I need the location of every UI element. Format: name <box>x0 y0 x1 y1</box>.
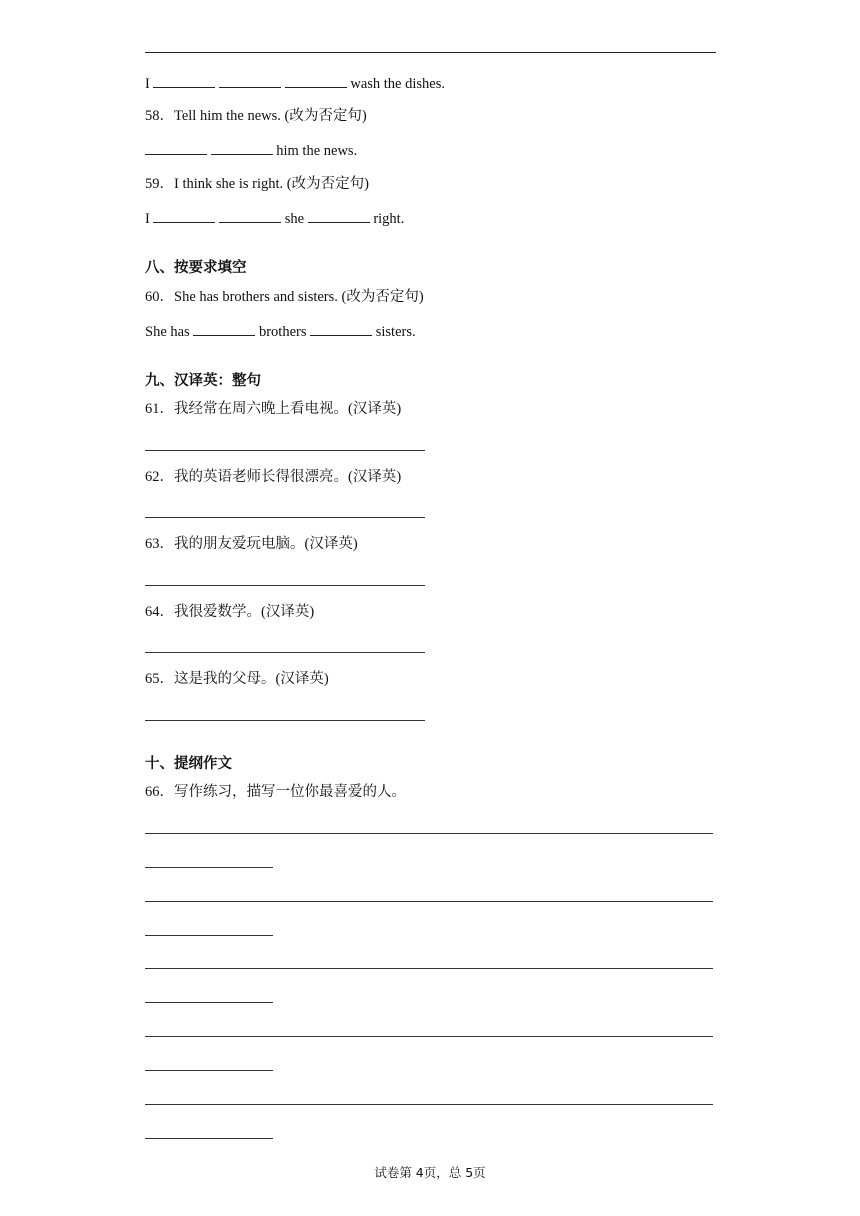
section-heading-10: 十、提纲作文 <box>145 756 232 772</box>
essay-line[interactable] <box>145 1036 713 1037</box>
answer-blank[interactable] <box>219 209 281 223</box>
q60-answer-mid: brothers <box>258 324 307 340</box>
q57-answer-line <box>145 74 445 93</box>
q60-answer-line <box>145 322 416 341</box>
essay-line-short[interactable] <box>145 1070 273 1071</box>
answer-blank[interactable] <box>310 322 372 336</box>
q59-answer-mid: she <box>284 211 305 227</box>
essay-line-short[interactable] <box>145 1138 273 1139</box>
q60-prompt: 60．She has brothers and sisters. (改为否定句) <box>145 289 424 305</box>
section-heading-9: 九、汉译英：整句 <box>145 373 261 389</box>
q60-answer-start: She has <box>145 324 190 340</box>
q59-answer-line <box>145 209 404 228</box>
essay-line-short[interactable] <box>145 935 273 936</box>
answer-blank[interactable] <box>145 141 207 155</box>
answer-blank[interactable] <box>308 209 370 223</box>
page-footer: 试卷第 4页，总 5页 <box>374 1165 486 1180</box>
q63-prompt: 63．我的朋友爱玩电脑。(汉译英) <box>145 536 358 552</box>
q58-prompt: 58．Tell him the news. (改为否定句) <box>145 108 367 124</box>
answer-blank[interactable] <box>193 322 255 336</box>
q57-answer-end: wash the dishes. <box>350 76 445 92</box>
answer-blank[interactable] <box>285 74 347 88</box>
q58-answer-end: him the news. <box>276 143 358 159</box>
q62-answer-line[interactable] <box>145 517 425 518</box>
q59-answer-start: I <box>145 211 150 227</box>
q66-prompt: 66．写作练习，描写一位你最喜爱的人。 <box>145 784 406 800</box>
answer-blank[interactable] <box>153 74 215 88</box>
q63-answer-line[interactable] <box>145 585 425 586</box>
essay-line-short[interactable] <box>145 1002 273 1003</box>
header-rule <box>145 52 716 53</box>
answer-blank[interactable] <box>211 141 273 155</box>
q58-answer-line <box>145 141 357 160</box>
q65-answer-line[interactable] <box>145 720 425 721</box>
essay-line[interactable] <box>145 833 713 834</box>
q61-answer-line[interactable] <box>145 450 425 451</box>
q60-answer-end: sisters. <box>375 324 416 340</box>
q65-prompt: 65．这是我的父母。(汉译英) <box>145 671 329 687</box>
q57-answer-start: I <box>145 76 150 92</box>
q59-prompt: 59．I think she is right. (改为否定句) <box>145 176 369 192</box>
q59-answer-end: right. <box>373 211 405 227</box>
q62-prompt: 62．我的英语老师长得很漂亮。(汉译英) <box>145 469 402 485</box>
answer-blank[interactable] <box>153 209 215 223</box>
q64-answer-line[interactable] <box>145 652 425 653</box>
essay-line[interactable] <box>145 1104 713 1105</box>
essay-line[interactable] <box>145 901 713 902</box>
q61-prompt: 61．我经常在周六晚上看电视。(汉译英) <box>145 401 402 417</box>
essay-line-short[interactable] <box>145 867 273 868</box>
q64-prompt: 64．我很爱数学。(汉译英) <box>145 604 315 620</box>
essay-line[interactable] <box>145 968 713 969</box>
answer-blank[interactable] <box>219 74 281 88</box>
section-heading-8: 八、按要求填空 <box>145 260 247 276</box>
